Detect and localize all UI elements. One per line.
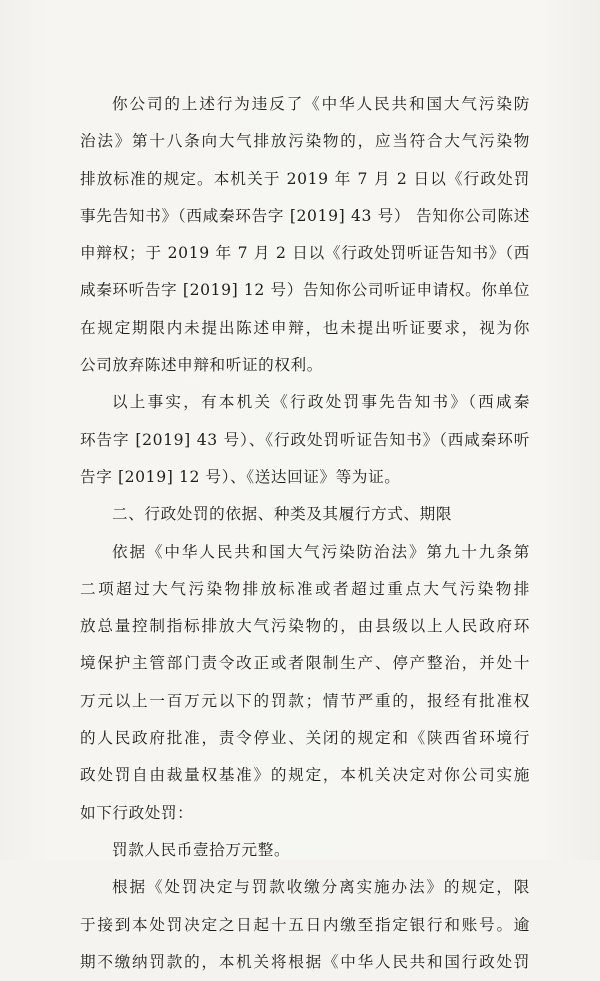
text-line: 于接到本处罚决定之日起十五日内缴至指定银行和账号。逾 <box>80 915 530 934</box>
text-line: 二项超过大气污染物排放标准或者超过重点大气污染物排 <box>80 579 530 598</box>
paragraph-penalty <box>80 832 530 869</box>
text-line: 期不缴纳罚款的，本机关将根据《中华人民共和国行政处罚 <box>80 952 530 971</box>
text-line: 事先告知书》（西咸秦环告字 [2019] 43 号） 告知你公司陈述 <box>80 206 530 225</box>
section-heading <box>80 496 530 533</box>
document-body <box>80 86 530 981</box>
text-line: 排放标准的规定。本机关于 2019 年 7 月 2 日以《行政处罚 <box>80 169 530 188</box>
paragraph-evidence <box>80 384 530 496</box>
heading-line: 二、行政处罚的依据、种类及其履行方式、期限 <box>112 505 453 524</box>
text-line: 你公司的上述行为违反了《中华人民共和国大气污染防 <box>112 95 530 113</box>
text-line: 万元以上一百万元以下的罚款；情节严重的，报经有批准权 <box>80 691 530 710</box>
paragraph-basis <box>80 534 530 832</box>
text-line: 在规定期限内未提出陈述申辩，也未提出听证要求，视为你 <box>80 318 530 337</box>
text-line: 告字 [2019] 12 号）、《送达回证》等为证。 <box>80 467 401 486</box>
text-line: 的人民政府批准，责令停业、关闭的规定和《陕西省环境行 <box>80 729 530 748</box>
text-line: 咸秦环听告字 [2019] 12 号）告知你公司听证申请权。你单位 <box>80 281 530 300</box>
text-line: 罚款人民币壹拾万元整。 <box>112 840 291 859</box>
paragraph-payment <box>80 869 530 981</box>
text-line: 环告字 [2019] 43 号）、《行政处罚听证告知书》（西咸秦环听 <box>80 430 530 449</box>
text-line: 政处罚自由裁量权基准》的规定，本机关决定对你公司实施 <box>80 766 530 785</box>
text-line: 以上事实，有本机关《行政处罚事先告知书》（西咸秦 <box>112 393 530 412</box>
text-line: 根据《处罚决定与罚款收缴分离实施办法》的规定，限 <box>112 878 530 897</box>
text-line: 如下行政处罚： <box>80 803 194 822</box>
text-line: 申辩权；于 2019 年 7 月 2 日以《行政处罚听证告知书》（西 <box>80 244 530 263</box>
text-line: 境保护主管部门责令改正或者限制生产、停产整治，并处十 <box>80 654 530 673</box>
text-line: 依据《中华人民共和国大气污染防治法》第九十九条第 <box>112 542 530 561</box>
paragraph-violation <box>80 86 530 384</box>
text-line: 治法》第十八条向大气排放污染物的，应当符合大气污染物 <box>80 132 530 151</box>
text-line: 放总量控制指标排放大气污染物的，由县级以上人民政府环 <box>80 617 530 636</box>
text-line: 公司放弃陈述申辩和听证的权利。 <box>80 356 323 375</box>
